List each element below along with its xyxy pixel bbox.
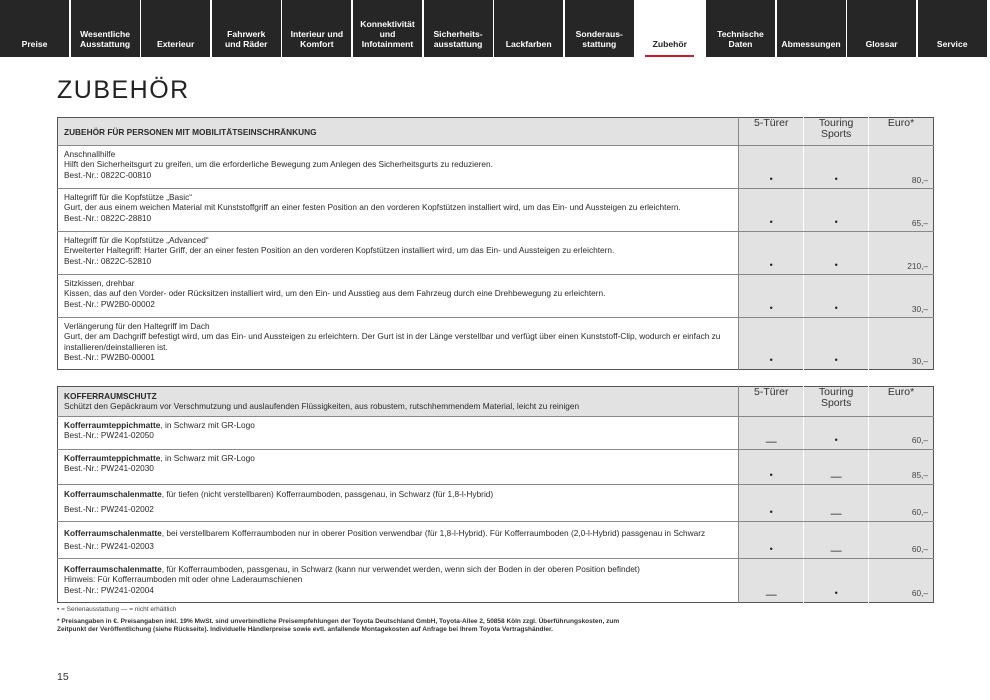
cell-5-tuerer (739, 449, 804, 484)
availability-mark: • (834, 434, 838, 445)
trunk-protection-table (57, 386, 934, 603)
article-name: Sitzkissen, drehbar (64, 278, 135, 288)
availability-mark: • (769, 260, 773, 270)
price-value: 30,– (911, 303, 928, 314)
article-name: Verlängerung für den Haltegriff im Dach (64, 321, 210, 331)
article-cell (58, 232, 739, 275)
cell-price (869, 232, 934, 275)
availability-mark: • (769, 469, 773, 480)
legend-footnote: • = Serienausstattung — = nicht erhältlich (57, 606, 177, 613)
column-header-touring-sports: Touring Sports (804, 387, 869, 417)
table-heading: ZUBEHÖR FÜR PERSONEN MIT MOBILITÄTSEINSCHRÄNKUNG (58, 118, 739, 146)
article-cell (58, 558, 739, 602)
price-value: 80,– (911, 174, 928, 185)
cell-touring-sports (804, 521, 869, 558)
cell-price (869, 416, 934, 449)
article-number: Best.-Nr.: PW241-02004 (64, 584, 154, 595)
article-description: Gurt, der am Dachgriff befestigt wird, um das Ein- und Aussteigen zu erleichtern. Der Gurt ist in der Länge verstellbar und verfügt über einen Kunststoff-Clip, wodurch er einfach zu installieren/deinstallieren ist. (64, 331, 721, 352)
nav-tab-sonderausstattung[interactable]: Sonderaus- stattung (565, 0, 634, 57)
article-number: Best.-Nr.: 0822C-52810 (64, 255, 152, 266)
article-name: Kofferraumschalenmatte (64, 527, 162, 538)
cell-5-tuerer (739, 484, 804, 521)
article-number: Best.-Nr.: PW2B0-00002 (64, 298, 155, 309)
article-description: Gurt, der aus einem weichen Material mit Kunststoffgriff an einer festen Position an den vorderen Kopfstützen installiert wird, um das Ein- und Aussteigen zu erleichtern. (64, 202, 681, 213)
nav-tab-zubehoer[interactable]: Zubehör (635, 0, 704, 57)
nav-tab-preise[interactable]: Preise (0, 0, 69, 57)
article-cell (58, 189, 739, 232)
cell-price (869, 189, 934, 232)
nav-tab-glossar[interactable]: Glossar (847, 0, 916, 57)
price-value: 60,– (911, 507, 928, 518)
nav-tab-interieur[interactable]: Interieur und Komfort (282, 0, 351, 57)
table-header-row (58, 387, 934, 417)
article-description: Erweiterter Haltegriff: Harter Griff, der an einer festen Position an den vorderen Kopfstützen installiert wird, um das Ein- und Aussteigen zu erleichtern. (64, 245, 615, 256)
nav-tab-wesentliche-ausstattung[interactable]: Wesentliche Ausstattung (71, 0, 140, 57)
availability-mark: — (830, 507, 842, 520)
cell-touring-sports (804, 146, 869, 189)
table-row (58, 232, 934, 275)
accessibility-accessories-table (57, 117, 934, 370)
column-header-5-tuerer: 5-Türer (739, 118, 804, 146)
nav-tab-service[interactable]: Service (918, 0, 987, 57)
article-description: , bei verstellbarem Kofferraumboden nur in oberer Position verwendbar (für 1,8-l-Hybrid). Für Kofferraumboden (2,0-l-Hybrid) passgenau in Schwarz (161, 527, 706, 538)
cell-price (869, 558, 934, 602)
article-description: Kissen, das auf den Vorder- oder Rücksitzen installiert wird, um den Ein- und Ausstieg aus dem Fahrzeug durch eine Drehbewegung zu erleichtern. (64, 288, 606, 299)
cell-5-tuerer (739, 146, 804, 189)
article-cell (58, 484, 739, 521)
cell-price (869, 449, 934, 484)
availability-mark: • (769, 506, 773, 517)
nav-tab-fahrwerk[interactable]: Fahrwerk und Räder (212, 0, 281, 57)
availability-mark: • (769, 355, 773, 365)
article-cell (58, 146, 739, 189)
cell-price (869, 484, 934, 521)
article-number: Best.-Nr.: PW241-02002 (64, 504, 154, 515)
article-number: Best.-Nr.: PW2B0-00001 (64, 352, 155, 363)
article-description: Hilft den Sicherheitsgurt zu greifen, um die erforderliche Bewegung zum Anlegen des Sicherheitsgurts zu reduzieren. (64, 159, 493, 170)
article-description: , für Kofferraumboden, passgenau, in Schwarz (kann nur verwendet werden, wenn sich der Boden in der oberen Position befindet) (161, 563, 640, 574)
cell-5-tuerer (739, 189, 804, 232)
cell-price (869, 146, 934, 189)
nav-tab-technische-daten[interactable]: Technische Daten (706, 0, 775, 57)
article-number: Best.-Nr.: 0822C-28810 (64, 212, 152, 223)
cell-touring-sports (804, 189, 869, 232)
availability-mark: — (830, 470, 842, 483)
price-footnote: * Preisangaben in €. Preisangaben inkl. 19% MwSt. sind unverbindliche Preisempfehlungen der Toyota Deutschland GmbH, Toyota-Allee 2, 50858 Köln zzgl. Überführungskosten, zum Zeitpunkt der Veröffentlichung (siehe Rückseite). Individuelle Händlerpreise sowie evtl. anfallende Montagekosten auf Anfrage bei Ihrem Toyota Vertragshändler. (57, 618, 620, 634)
nav-tab-abmessungen[interactable]: Abmessungen (777, 0, 846, 57)
price-value: 60,– (911, 588, 928, 599)
table-heading: KOFFERRAUMSCHUTZ Schützt den Gepäckraum vor Verschmutzung und auslaufenden Flüssigkeiten, aus robustem, rutschhemmendem Material, leicht zu reinigen (58, 387, 739, 417)
top-navigation (0, 0, 990, 57)
column-header-touring-sports: Touring Sports (804, 118, 869, 146)
nav-tab-exterieur[interactable]: Exterieur (141, 0, 210, 57)
column-header-euro: Euro* (869, 118, 934, 146)
table-row (58, 558, 934, 602)
availability-mark: — (830, 544, 842, 557)
cell-5-tuerer (739, 416, 804, 449)
cell-5-tuerer (739, 275, 804, 318)
availability-mark: • (834, 587, 838, 598)
page-title: ZUBEHÖR (57, 76, 190, 104)
availability-mark: • (769, 217, 773, 227)
availability-mark: • (769, 303, 773, 313)
cell-touring-sports (804, 416, 869, 449)
article-cell (58, 416, 739, 449)
article-number: Best.-Nr.: 0822C-00810 (64, 169, 152, 180)
article-number: Best.-Nr.: PW241-02030 (64, 463, 154, 474)
availability-mark: • (834, 260, 838, 270)
article-name: Anschnallhilfe (64, 149, 116, 159)
article-cell (58, 318, 739, 370)
table-row (58, 449, 934, 484)
article-name: Kofferraumschalenmatte (64, 563, 162, 574)
article-name: Haltegriff für die Kopfstütze „Basic“ (64, 192, 193, 202)
table-header-row (58, 118, 934, 146)
availability-mark: — (765, 435, 777, 448)
price-value: 65,– (911, 217, 928, 228)
cell-touring-sports (804, 449, 869, 484)
table-subheading: Schützt den Gepäckraum vor Verschmutzung und auslaufenden Flüssigkeiten, aus robustem, rutschhemmendem Material, leicht zu reinigen (64, 401, 580, 412)
table-row (58, 484, 934, 521)
article-cell (58, 449, 739, 484)
article-description: , in Schwarz mit GR-Logo (160, 419, 255, 430)
availability-mark: • (769, 543, 773, 554)
price-value: 60,– (911, 544, 928, 555)
article-name: Haltegriff für die Kopfstütze „Advanced“ (64, 235, 209, 245)
column-header-5-tuerer: 5-Türer (739, 387, 804, 417)
nav-tab-konnektivitaet[interactable]: Konnektivität und Infotainment (353, 0, 422, 57)
availability-mark: • (834, 355, 838, 365)
article-description: , in Schwarz mit GR-Logo (160, 452, 255, 463)
cell-touring-sports (804, 232, 869, 275)
table-row (58, 521, 934, 558)
price-value: 85,– (911, 470, 928, 481)
article-description: , für tiefen (nicht verstellbaren) Kofferraumboden, passgenau, in Schwarz (für 1,8-l-Hybrid) (161, 488, 494, 499)
cell-price (869, 318, 934, 370)
cell-touring-sports (804, 484, 869, 521)
table-row (58, 318, 934, 370)
page-number: 15 (57, 671, 69, 683)
article-cell (58, 275, 739, 318)
table-row (58, 275, 934, 318)
article-cell (58, 521, 739, 558)
price-value: 210,– (907, 260, 928, 271)
cell-5-tuerer (739, 521, 804, 558)
cell-5-tuerer (739, 232, 804, 275)
column-header-euro: Euro* (869, 387, 934, 417)
article-number: Best.-Nr.: PW241-02003 (64, 541, 154, 552)
cell-touring-sports (804, 558, 869, 602)
article-hint: Hinweis: Für Kofferraumboden mit oder ohne Laderaumschienen (64, 574, 303, 585)
table-row (58, 189, 934, 232)
nav-tab-lackfarben[interactable]: Lackfarben (494, 0, 563, 57)
article-name: Kofferraumteppichmatte (64, 419, 161, 430)
availability-mark: • (834, 217, 838, 227)
cell-5-tuerer (739, 558, 804, 602)
cell-5-tuerer (739, 318, 804, 370)
price-value: 60,– (911, 435, 928, 446)
cell-touring-sports (804, 275, 869, 318)
article-number: Best.-Nr.: PW241-02050 (64, 430, 154, 441)
article-name: Kofferraumschalenmatte (64, 488, 162, 499)
cell-price (869, 275, 934, 318)
table-row (58, 146, 934, 189)
availability-mark: • (834, 303, 838, 313)
availability-mark: • (769, 174, 773, 184)
availability-mark: • (834, 174, 838, 184)
cell-price (869, 521, 934, 558)
article-name: Kofferraumteppichmatte (64, 452, 161, 463)
availability-mark: — (765, 588, 777, 601)
cell-touring-sports (804, 318, 869, 370)
nav-tab-sicherheit[interactable]: Sicherheits- ausstattung (424, 0, 493, 57)
table-row (58, 416, 934, 449)
price-value: 30,– (911, 355, 928, 366)
